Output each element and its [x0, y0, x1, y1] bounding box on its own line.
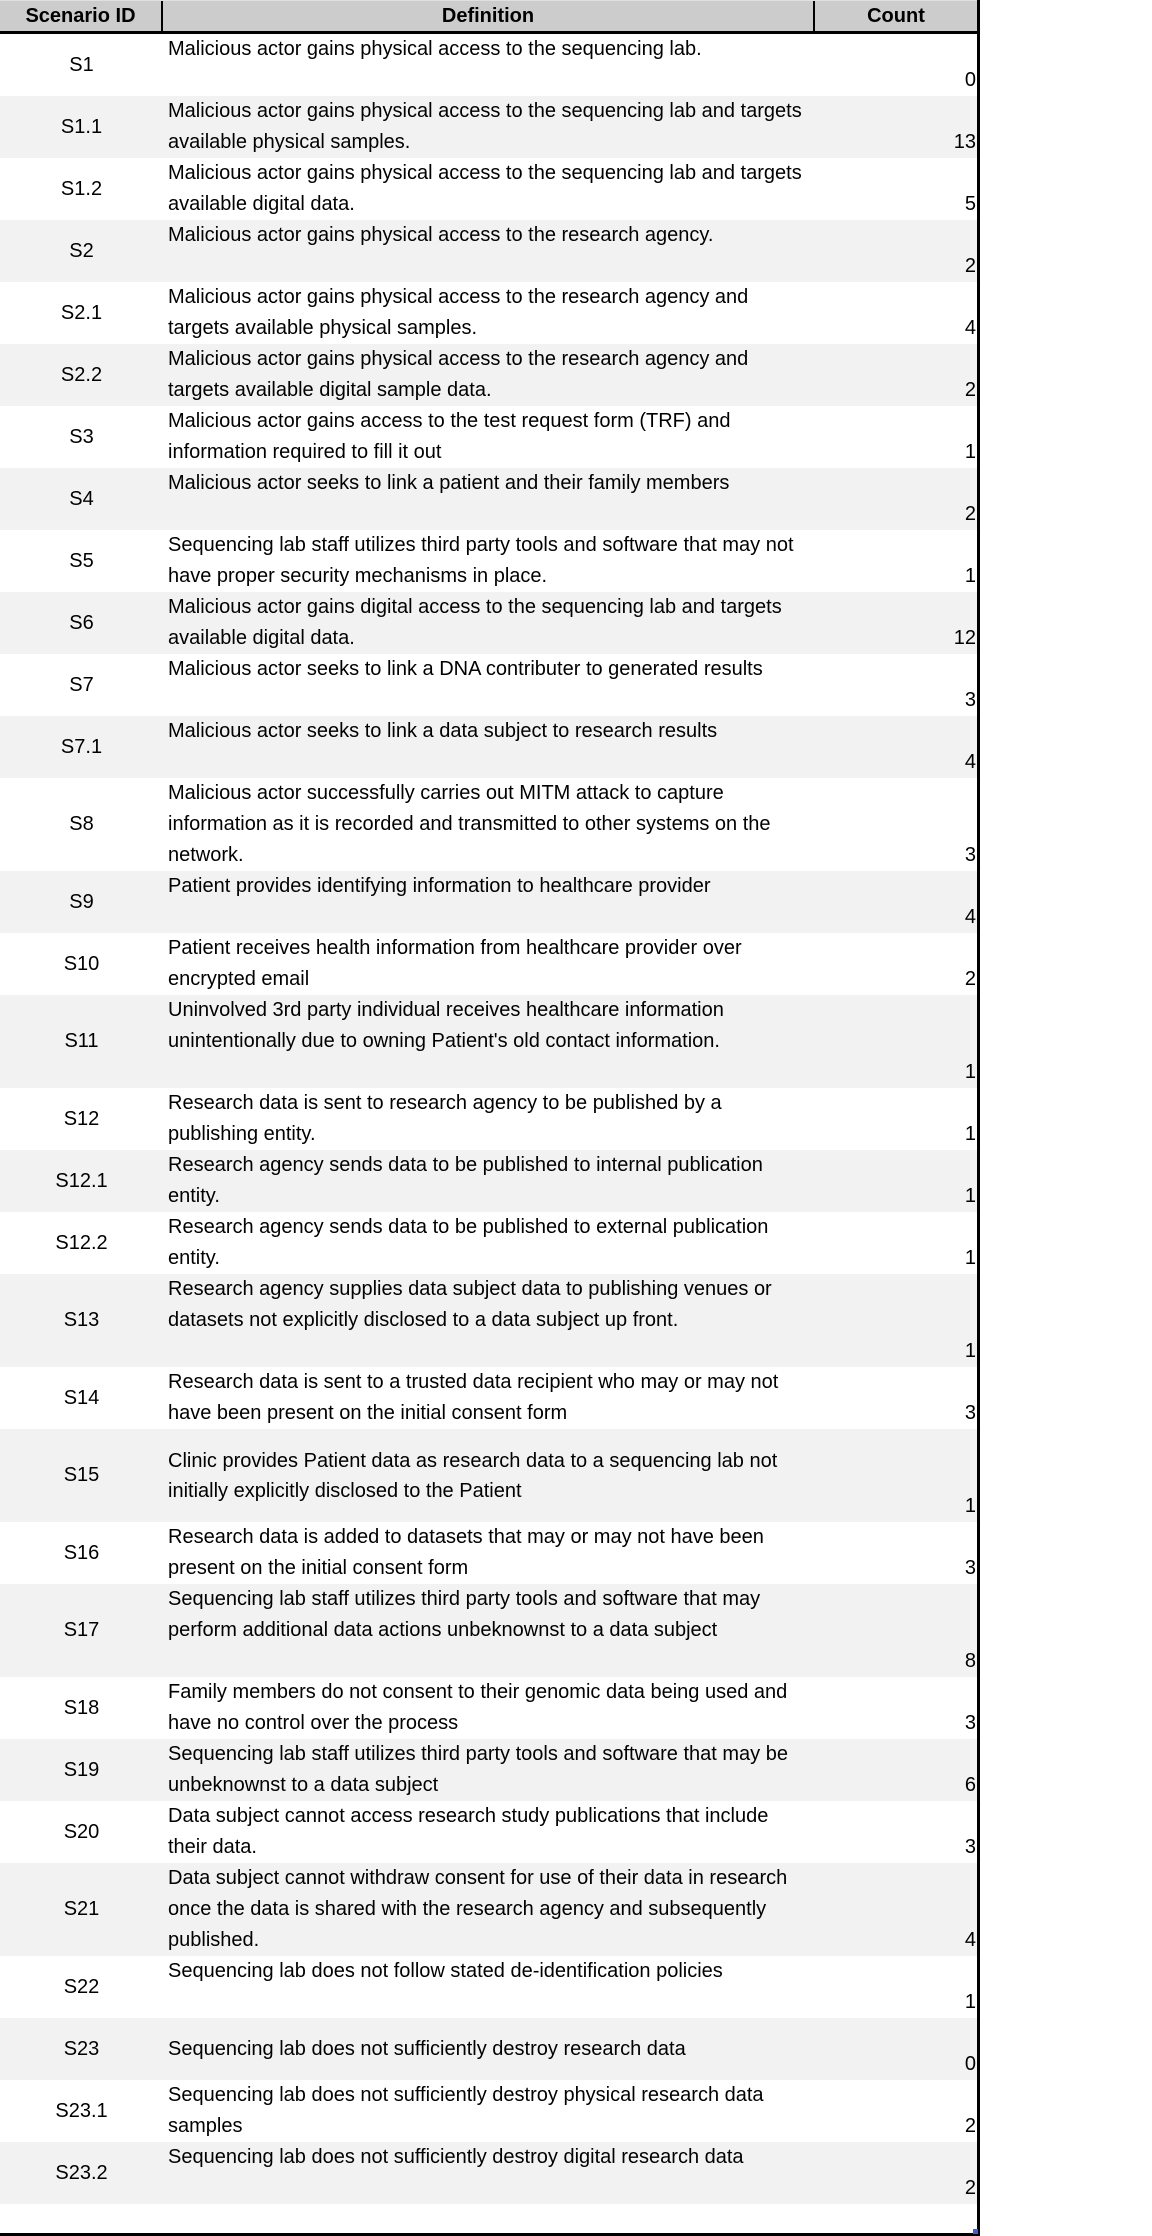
scenario-id-cell[interactable]: S15 [63, 1464, 100, 1486]
table-row[interactable] [0, 1863, 977, 1956]
definition-cell[interactable] [163, 1088, 815, 1150]
definition-cell[interactable] [163, 716, 815, 778]
table-row[interactable] [0, 1367, 977, 1429]
definition-cell[interactable] [163, 1956, 815, 2018]
definition-cell[interactable] [163, 871, 815, 933]
count-cell[interactable]: 0 [964, 69, 976, 91]
count-cell[interactable]: 2 [964, 2115, 976, 2137]
definition-text: Patient provides identifying information to healthcare provider [168, 875, 711, 897]
definition-cell[interactable] [163, 406, 815, 468]
definition-cell[interactable] [163, 34, 815, 96]
count-cell[interactable]: 3 [964, 1836, 976, 1858]
definition-text: Patient receives health information from healthcare provider over encrypted email [168, 937, 742, 990]
count-cell[interactable]: 0 [964, 2053, 976, 2075]
scenario-id-cell[interactable]: S1.1 [60, 115, 103, 138]
definition-text: Malicious actor seeks to link a data subject to research results [168, 720, 718, 742]
definition-text: Sequencing lab staff utilizes third party tools and software that may perform additional data actions unbeknownst to a data subject [168, 1588, 761, 1641]
count-cell[interactable]: 8 [964, 1650, 976, 1672]
table-row[interactable] [0, 406, 977, 468]
definition-text: Malicious actor seeks to link a patient and their family members [168, 472, 730, 494]
definition-cell[interactable] [163, 1801, 815, 1863]
definition-text: Research agency sends data to be published to internal publication entity. [168, 1154, 763, 1207]
definition-text: Research data is sent to research agency to be published by a publishing entity. [168, 1092, 722, 1145]
definition-cell[interactable] [163, 2018, 815, 2080]
count-cell[interactable]: 4 [964, 906, 976, 928]
definition-cell[interactable] [163, 220, 815, 282]
table-row[interactable] [0, 654, 977, 716]
scenario-id-cell[interactable]: S5 [69, 549, 94, 572]
table-row[interactable] [0, 778, 977, 871]
definition-cell[interactable] [163, 1677, 815, 1739]
definition-text: Research data is sent to a trusted data recipient who may or may not have been present on the initial consent form [168, 1371, 779, 1424]
table-row[interactable] [0, 34, 977, 96]
definition-cell[interactable] [163, 1429, 815, 1522]
scenario-id-cell[interactable]: S6 [69, 611, 94, 634]
table-row[interactable] [0, 530, 977, 592]
table-row[interactable] [0, 282, 977, 344]
definition-cell[interactable] [163, 344, 815, 406]
count-cell[interactable]: 5 [964, 193, 976, 215]
scenario-id-cell[interactable]: S16 [63, 1541, 100, 1564]
count-cell[interactable]: 4 [964, 751, 976, 773]
table-row[interactable] [0, 1274, 977, 1367]
scenario-id-cell[interactable]: S1 [69, 53, 94, 76]
definition-cell[interactable] [163, 1150, 815, 1212]
table-row[interactable] [0, 592, 977, 654]
table-row[interactable] [0, 1956, 977, 2018]
count-cell[interactable]: 13 [953, 131, 976, 153]
definition-text: Clinic provides Patient data as research data to a sequencing lab not initially explicitly disclosed to the Patient [168, 1449, 778, 1502]
definition-cell[interactable] [163, 1212, 815, 1274]
definition-text: Malicious actor seeks to link a DNA contributer to generated results [168, 658, 763, 680]
definition-text: Sequencing lab does not follow stated de-identification policies [168, 1960, 723, 1982]
table-row[interactable] [0, 158, 977, 220]
definition-text: Malicious actor gains physical access to the sequencing lab. [168, 38, 702, 60]
table-row[interactable] [0, 96, 977, 158]
definition-cell[interactable] [163, 468, 815, 530]
count-cell[interactable]: 3 [964, 844, 976, 866]
definition-cell[interactable] [163, 1863, 815, 1956]
scenario-id-cell[interactable]: S23.1 [55, 2099, 108, 2122]
scenario-id-cell[interactable]: S3 [69, 425, 94, 448]
definition-text: Malicious actor gains physical access to the research agency and targets available digital sample data. [168, 348, 749, 401]
table-row[interactable] [0, 1429, 977, 1522]
scenario-id-cell[interactable]: S13 [63, 1309, 100, 1331]
definition-cell[interactable] [163, 158, 815, 220]
table-row[interactable] [0, 1212, 977, 1274]
table-row[interactable] [0, 1088, 977, 1150]
count-cell[interactable]: 12 [953, 627, 976, 649]
definition-text: Malicious actor gains physical access to the research agency. [168, 224, 714, 246]
scenario-id-cell[interactable]: S9 [69, 890, 94, 913]
count-cell[interactable]: 2 [964, 255, 976, 277]
definition-text: Malicious actor successfully carries out MITM attack to capture information as it is recorded and transmitted to other systems on the network. [168, 782, 771, 866]
count-cell[interactable]: 3 [964, 1557, 976, 1579]
scenario-id-cell[interactable]: S19 [63, 1758, 100, 1781]
definition-cell[interactable] [163, 778, 815, 871]
table-row[interactable] [0, 1522, 977, 1584]
scenario-id-cell[interactable]: S18 [63, 1696, 100, 1719]
definition-text: Data subject cannot access research study publications that include their data. [168, 1805, 769, 1858]
table-row[interactable] [0, 2018, 977, 2080]
scenario-id-cell[interactable]: S17 [63, 1619, 100, 1641]
count-cell[interactable]: 1 [964, 1340, 976, 1362]
count-cell[interactable]: 1 [964, 1061, 976, 1083]
table-row[interactable] [0, 2142, 977, 2204]
definition-text: Malicious actor gains physical access to the sequencing lab and targets available digital data. [168, 162, 802, 215]
definition-cell[interactable] [163, 1274, 815, 1367]
count-cell[interactable]: 6 [964, 1774, 976, 1796]
definition-text: Sequencing lab does not sufficiently destroy physical research data samples [168, 2084, 764, 2137]
definition-cell[interactable] [163, 1522, 815, 1584]
definition-text: Data subject cannot withdraw consent for use of their data in research once the data is shared with the research agency and subsequently published. [168, 1867, 788, 1951]
table-row[interactable] [0, 995, 977, 1088]
count-cell[interactable]: 1 [964, 1123, 976, 1145]
scenario-id-cell[interactable]: S10 [63, 952, 100, 975]
scenario-id-cell[interactable]: S7.1 [60, 735, 103, 758]
scenario-id-cell[interactable]: S11 [64, 1030, 99, 1052]
count-cell[interactable]: 4 [964, 317, 976, 339]
definition-cell[interactable] [163, 1584, 815, 1677]
count-cell[interactable]: 3 [964, 689, 976, 711]
definition-cell[interactable] [163, 530, 815, 592]
column-header-count[interactable]: Count [867, 5, 925, 27]
definition-cell[interactable] [163, 282, 815, 344]
table-row[interactable] [0, 933, 977, 995]
scenario-id-cell[interactable]: S23.2 [55, 2161, 108, 2184]
definition-cell[interactable] [163, 96, 815, 158]
definition-text: Sequencing lab staff utilizes third party tools and software that may not have proper security mechanisms in place. [168, 534, 794, 587]
scenario-id-cell[interactable]: S23 [63, 2037, 100, 2060]
definition-text: Research agency supplies data subject data to publishing venues or datasets not explicitly disclosed to a data subject up front. [168, 1278, 772, 1331]
resize-handle[interactable] [973, 2229, 978, 2234]
scenario-id-cell[interactable]: S14 [63, 1386, 100, 1409]
table-row[interactable] [0, 1677, 977, 1739]
definition-text: Malicious actor gains access to the test request form (TRF) and information required to fill it out [168, 410, 731, 463]
definition-text: Malicious actor gains digital access to the sequencing lab and targets available digital data. [168, 596, 782, 649]
scenario-id-cell[interactable]: S4 [69, 487, 94, 510]
definition-text: Research data is added to datasets that may or may not have been present on the initial consent form [168, 1526, 764, 1579]
scenario-id-cell[interactable]: S7 [69, 673, 94, 696]
definition-cell[interactable] [163, 1367, 815, 1429]
count-cell[interactable]: 3 [964, 1402, 976, 1424]
count-cell[interactable]: 1 [964, 565, 976, 587]
column-header-scenario-id[interactable]: Scenario ID [0, 1, 163, 31]
definition-text: Family members do not consent to their genomic data being used and have no control over the process [168, 1681, 788, 1734]
scenario-id-cell[interactable]: S22 [63, 1975, 100, 1998]
scenario-id-cell[interactable]: S2.1 [60, 301, 103, 324]
count-cell[interactable]: 1 [964, 1495, 976, 1517]
definition-cell[interactable] [163, 995, 815, 1088]
count-cell[interactable]: 2 [964, 2177, 976, 2199]
count-cell[interactable]: 3 [964, 1712, 976, 1734]
table-row[interactable] [0, 344, 977, 406]
table-row[interactable] [0, 1739, 977, 1801]
table-body [0, 34, 977, 2204]
definition-text: Sequencing lab staff utilizes third party tools and software that may be unbeknownst to a data subject [168, 1743, 788, 1796]
table-row[interactable] [0, 220, 977, 282]
scenario-id-cell[interactable]: S2 [69, 239, 94, 262]
count-cell[interactable]: 1 [964, 1185, 976, 1207]
table-row[interactable] [0, 1150, 977, 1212]
definition-cell[interactable] [163, 654, 815, 716]
count-cell[interactable]: 2 [964, 968, 976, 990]
definition-text: Sequencing lab does not sufficiently destroy research data [168, 2038, 686, 2060]
table-row[interactable] [0, 1801, 977, 1863]
scenario-id-cell[interactable]: S12 [63, 1107, 100, 1130]
definition-text: Uninvolved 3rd party individual receives healthcare information unintentionally due to owning Patient's old contact information. [168, 999, 724, 1052]
definition-text: Malicious actor gains physical access to the sequencing lab and targets available physical samples. [168, 100, 802, 153]
column-header-definition[interactable]: Definition [163, 1, 815, 31]
definition-cell[interactable] [163, 592, 815, 654]
scenario-id-cell[interactable]: S8 [69, 813, 94, 835]
scenario-id-cell[interactable]: S2.2 [60, 363, 103, 386]
definition-text: Malicious actor gains physical access to the research agency and targets available physical samples. [168, 286, 749, 339]
table-row[interactable] [0, 468, 977, 530]
count-cell[interactable]: 1 [964, 1991, 976, 2013]
definition-text: Research agency sends data to be published to external publication entity. [168, 1216, 769, 1269]
definition-cell[interactable] [163, 2080, 815, 2142]
count-cell[interactable]: 2 [964, 379, 976, 401]
table-row[interactable] [0, 1584, 977, 1677]
definition-cell[interactable] [163, 2142, 815, 2204]
scenario-id-cell[interactable]: S12.2 [55, 1231, 108, 1254]
count-cell[interactable]: 1 [964, 1247, 976, 1269]
scenario-id-cell[interactable]: S1.2 [60, 177, 103, 200]
scenario-id-cell[interactable]: S12.1 [55, 1169, 108, 1192]
table-header [0, 0, 977, 34]
definition-cell[interactable] [163, 933, 815, 995]
scenario-id-cell[interactable]: S21 [63, 1898, 100, 1920]
count-cell[interactable]: 2 [964, 503, 976, 525]
definition-text: Sequencing lab does not sufficiently destroy digital research data [168, 2146, 744, 2168]
definition-cell[interactable] [163, 1739, 815, 1801]
table-row[interactable] [0, 871, 977, 933]
count-cell[interactable]: 4 [964, 1929, 976, 1951]
table-row[interactable] [0, 716, 977, 778]
count-cell[interactable]: 1 [964, 441, 976, 463]
table-row[interactable] [0, 2080, 977, 2142]
scenario-id-cell[interactable]: S20 [63, 1820, 100, 1843]
